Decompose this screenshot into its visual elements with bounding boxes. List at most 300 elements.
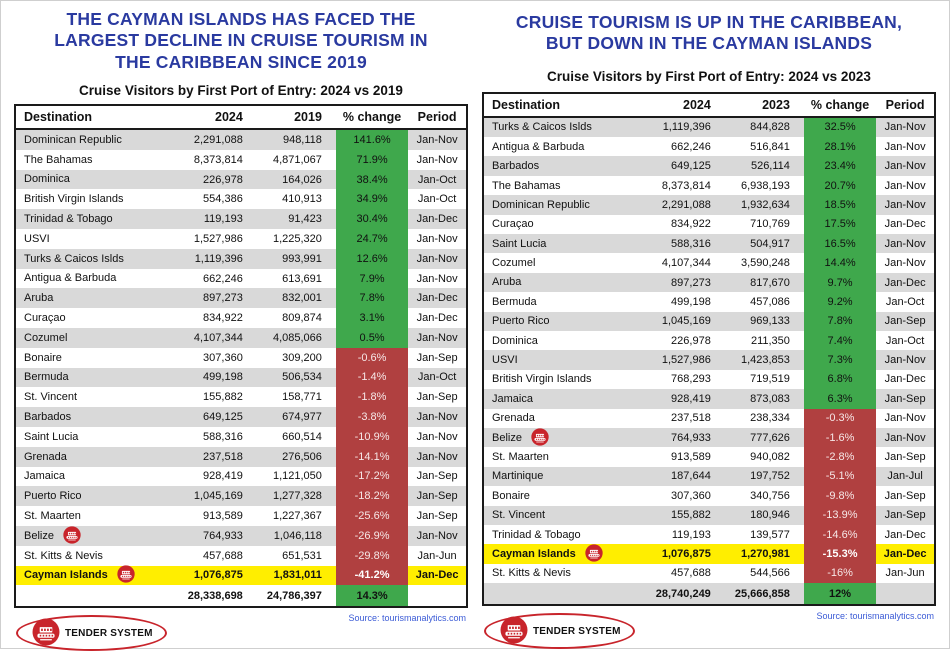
logo-label: TENDER SYSTEM: [533, 625, 621, 637]
value-current-cell: 457,688: [178, 546, 257, 566]
value-previous-cell: 674,977: [257, 407, 336, 427]
destination-label: Puerto Rico: [492, 315, 550, 328]
destination-label: St. Kitts & Nevis: [492, 567, 571, 580]
table-row: [483, 409, 935, 428]
value-current-cell: 226,978: [178, 170, 257, 190]
pct-change-cell: -14.1%: [336, 447, 408, 467]
value-previous-cell: 1,227,367: [257, 506, 336, 526]
destination-cell: [483, 215, 646, 234]
destination-label: Saint Lucia: [24, 430, 79, 443]
destination-label: USVI: [24, 232, 50, 245]
value-current-cell: 649,125: [646, 156, 725, 175]
table-header: [483, 93, 935, 117]
pct-change-cell: 71.9%: [336, 150, 408, 170]
period-cell: Jan-Dec: [876, 273, 935, 292]
value-previous-cell: 211,350: [725, 331, 804, 350]
title-line: CRUISE TOURISM IS UP IN THE CARIBBEAN,: [515, 12, 903, 32]
destination-label: Turks & Caicos Islds: [24, 252, 124, 265]
destination-cell: [483, 506, 646, 525]
pct-change-cell: -15.3%: [804, 544, 876, 563]
value-current-cell: 307,360: [178, 348, 257, 368]
pct-change-cell: -25.6%: [336, 506, 408, 526]
table-row: [15, 269, 467, 289]
period-cell: Jan-Nov: [876, 234, 935, 253]
value-current-cell: 8,373,814: [178, 150, 257, 170]
destination-cell: [15, 229, 178, 249]
value-previous-cell: 1,121,050: [257, 467, 336, 487]
total-pct-change-cell: 12%: [804, 583, 876, 605]
column-header: % change: [336, 105, 408, 129]
destination-label: Cayman Islands: [492, 547, 576, 560]
value-current-cell: 897,273: [178, 288, 257, 308]
destination-cell: [483, 253, 646, 272]
period-cell: Jan-Nov: [876, 253, 935, 272]
pct-change-cell: 12.6%: [336, 249, 408, 269]
table-row: [15, 328, 467, 348]
pct-change-cell: 6.8%: [804, 370, 876, 389]
table-row: [483, 137, 935, 156]
destination-label: St. Vincent: [24, 391, 77, 404]
value-current-cell: 1,527,986: [646, 350, 725, 369]
source-link[interactable]: Source: tourismanalytics.com: [348, 613, 466, 624]
pct-change-cell: 28.1%: [804, 137, 876, 156]
ship-icon: [500, 616, 528, 644]
value-current-cell: 764,933: [646, 428, 725, 447]
destination-cell: [15, 526, 178, 546]
destination-label: Dominica: [492, 334, 538, 347]
value-current-cell: 119,193: [646, 525, 725, 544]
destination-cell: [15, 387, 178, 407]
pct-change-cell: 16.5%: [804, 234, 876, 253]
destination-cell: [483, 234, 646, 253]
value-previous-cell: 4,871,067: [257, 150, 336, 170]
value-previous-cell: 844,828: [725, 117, 804, 137]
column-header: 2023: [725, 93, 804, 117]
column-header: Destination: [483, 93, 646, 117]
table-row: [483, 117, 935, 137]
value-current-cell: 913,589: [646, 447, 725, 466]
period-cell: Jan-Dec: [876, 215, 935, 234]
table-footer: [483, 583, 935, 605]
destination-cell: [483, 176, 646, 195]
table-row: [483, 506, 935, 525]
value-current-cell: 1,045,169: [178, 486, 257, 506]
destination-cell: [483, 544, 646, 563]
pct-change-cell: -13.9%: [804, 506, 876, 525]
period-cell: Jan-Sep: [408, 387, 467, 407]
panel-title: [482, 12, 936, 55]
value-previous-cell: 1,423,853: [725, 350, 804, 369]
destination-label: Antigua & Barbuda: [24, 272, 117, 285]
destination-cell: [483, 409, 646, 428]
pct-change-cell: 7.9%: [336, 269, 408, 289]
value-current-cell: 226,978: [646, 331, 725, 350]
value-current-cell: 913,589: [178, 506, 257, 526]
table-body: [483, 117, 935, 583]
period-cell: Jan-Sep: [408, 467, 467, 487]
pct-change-cell: -5.1%: [804, 467, 876, 486]
value-current-cell: 588,316: [646, 234, 725, 253]
value-previous-cell: 544,566: [725, 564, 804, 583]
destination-cell: [15, 566, 178, 586]
table-row: [483, 234, 935, 253]
table-body: [15, 129, 467, 585]
destination-cell: [15, 546, 178, 566]
value-previous-cell: 91,423: [257, 209, 336, 229]
value-previous-cell: 940,082: [725, 447, 804, 466]
period-cell: Jan-Oct: [408, 170, 467, 190]
table-row: [483, 389, 935, 408]
period-cell: Jan-Sep: [876, 389, 935, 408]
destination-label: Trinidad & Tobago: [24, 213, 113, 226]
value-current-cell: 8,373,814: [646, 176, 725, 195]
value-previous-cell: 817,670: [725, 273, 804, 292]
value-previous-cell: 309,200: [257, 348, 336, 368]
table-row: [483, 350, 935, 369]
column-header: Period: [408, 105, 467, 129]
destination-cell: [483, 312, 646, 331]
value-current-cell: 1,045,169: [646, 312, 725, 331]
period-cell: Jan-Dec: [408, 209, 467, 229]
panel-subtitle: Cruise Visitors by First Port of Entry: 2024 vs 2019: [79, 83, 403, 99]
value-previous-cell: 710,769: [725, 215, 804, 234]
table-row: [483, 428, 935, 447]
value-current-cell: 2,291,088: [646, 195, 725, 214]
value-current-cell: 834,922: [178, 308, 257, 328]
pct-change-cell: 7.3%: [804, 350, 876, 369]
period-cell: Jan-Oct: [408, 368, 467, 388]
pct-change-cell: 32.5%: [804, 117, 876, 137]
table-row: [483, 176, 935, 195]
pct-change-cell: -1.6%: [804, 428, 876, 447]
value-previous-cell: 873,083: [725, 389, 804, 408]
destination-cell: [483, 564, 646, 583]
panel-footer: [14, 610, 468, 644]
pct-change-cell: 7.8%: [336, 288, 408, 308]
pct-change-cell: 20.7%: [804, 176, 876, 195]
destination-label: Cayman Islands: [24, 569, 108, 582]
column-header: 2019: [257, 105, 336, 129]
destination-label: Jamaica: [492, 392, 533, 405]
table-row: [483, 370, 935, 389]
period-cell: Jan-Dec: [876, 544, 935, 563]
pct-change-cell: -9.8%: [804, 486, 876, 505]
table-footer: [15, 585, 467, 607]
value-previous-cell: 777,626: [725, 428, 804, 447]
period-cell: Jan-Sep: [876, 312, 935, 331]
destination-label: Grenada: [24, 450, 67, 463]
period-cell: Jan-Nov: [876, 176, 935, 195]
title-line: THE CAYMAN ISLANDS HAS FACED THE: [66, 9, 416, 29]
destination-cell: [15, 129, 178, 150]
source-link[interactable]: Source: tourismanalytics.com: [816, 611, 934, 622]
value-current-cell: 457,688: [646, 564, 725, 583]
destination-label: Bermuda: [24, 371, 69, 384]
destination-cell: [483, 350, 646, 369]
value-current-cell: 928,419: [646, 389, 725, 408]
destination-label: St. Maarten: [492, 451, 549, 464]
destination-label: Aruba: [492, 276, 522, 289]
value-previous-cell: 1,270,981: [725, 544, 804, 563]
ship-icon: [63, 526, 81, 544]
destination-label: St. Vincent: [492, 509, 545, 522]
period-cell: Jan-Sep: [876, 486, 935, 505]
period-cell: Jan-Sep: [876, 447, 935, 466]
value-current-cell: 834,922: [646, 215, 725, 234]
ship-icon: [491, 618, 528, 644]
table-header: [15, 105, 467, 129]
total-period-cell: [408, 585, 467, 607]
pct-change-cell: 17.5%: [804, 215, 876, 234]
value-previous-cell: 164,026: [257, 170, 336, 190]
period-cell: Jan-Oct: [876, 331, 935, 350]
value-previous-cell: 6,938,193: [725, 176, 804, 195]
total-value-current-cell: 28,740,249: [646, 583, 725, 605]
period-cell: Jan-Nov: [876, 156, 935, 175]
value-current-cell: 662,246: [178, 269, 257, 289]
value-current-cell: 187,644: [646, 467, 725, 486]
total-row: [15, 585, 467, 607]
destination-label: Cozumel: [492, 257, 536, 270]
table-row: [483, 544, 935, 563]
value-previous-cell: 1,932,634: [725, 195, 804, 214]
total-value-previous-cell: 24,786,397: [257, 585, 336, 607]
table-row: [15, 467, 467, 487]
destination-cell: [15, 328, 178, 348]
panel: [7, 5, 475, 644]
panel-subtitle: Cruise Visitors by First Port of Entry: 2024 vs 2023: [547, 68, 871, 84]
table-row: [15, 209, 467, 229]
destination-label: Curaçao: [492, 218, 534, 231]
destination-label: Belize: [492, 431, 522, 444]
period-cell: Jan-Nov: [876, 428, 935, 447]
destination-cell: [483, 428, 646, 447]
pct-change-cell: 9.2%: [804, 292, 876, 311]
table-row: [15, 229, 467, 249]
value-previous-cell: 613,691: [257, 269, 336, 289]
value-previous-cell: 1,831,011: [257, 566, 336, 586]
value-previous-cell: 660,514: [257, 427, 336, 447]
period-cell: Jan-Nov: [876, 195, 935, 214]
title-line: BUT DOWN IN THE CAYMAN ISLANDS: [545, 33, 873, 54]
total-pct-change-cell: 14.3%: [336, 585, 408, 607]
table-row: [483, 331, 935, 350]
pct-change-cell: 30.4%: [336, 209, 408, 229]
destination-label: Cozumel: [24, 331, 68, 344]
table-row: [15, 546, 467, 566]
value-current-cell: 499,198: [178, 368, 257, 388]
destination-label: Bermuda: [492, 295, 537, 308]
destination-cell: [483, 447, 646, 466]
pct-change-cell: -3.8%: [336, 407, 408, 427]
destination-label: Dominica: [24, 173, 70, 186]
pct-change-cell: -17.2%: [336, 467, 408, 487]
table-row: [15, 288, 467, 308]
value-current-cell: 764,933: [178, 526, 257, 546]
period-cell: Jan-Oct: [876, 292, 935, 311]
value-current-cell: 237,518: [646, 409, 725, 428]
table-row: [15, 249, 467, 269]
value-current-cell: 2,291,088: [178, 129, 257, 150]
table-row: [483, 467, 935, 486]
panel-footer: [482, 608, 936, 644]
destination-label: Dominican Republic: [24, 133, 122, 146]
period-cell: Jan-Nov: [876, 409, 935, 428]
pct-change-cell: 24.7%: [336, 229, 408, 249]
total-value-previous-cell: 25,666,858: [725, 583, 804, 605]
value-previous-cell: 993,991: [257, 249, 336, 269]
value-previous-cell: 410,913: [257, 189, 336, 209]
destination-cell: [15, 486, 178, 506]
table-row: [15, 348, 467, 368]
cruise-visitors-table: [482, 92, 936, 606]
destination-cell: [483, 156, 646, 175]
period-cell: Jan-Dec: [408, 288, 467, 308]
destination-label: Puerto Rico: [24, 490, 82, 503]
value-previous-cell: 1,046,118: [257, 526, 336, 546]
destination-cell: [15, 427, 178, 447]
pct-change-cell: -10.9%: [336, 427, 408, 447]
value-current-cell: 307,360: [646, 486, 725, 505]
table-row: [483, 215, 935, 234]
pct-change-cell: 34.9%: [336, 189, 408, 209]
value-current-cell: 662,246: [646, 137, 725, 156]
value-previous-cell: 139,577: [725, 525, 804, 544]
destination-label: Barbados: [24, 411, 72, 424]
table-row: [15, 150, 467, 170]
destination-cell: [483, 370, 646, 389]
value-previous-cell: 969,133: [725, 312, 804, 331]
value-previous-cell: 4,085,066: [257, 328, 336, 348]
value-current-cell: 4,107,344: [178, 328, 257, 348]
column-header: 2024: [178, 105, 257, 129]
destination-cell: [483, 292, 646, 311]
destination-cell: [15, 348, 178, 368]
destination-label: Bonaire: [24, 351, 62, 364]
value-previous-cell: 180,946: [725, 506, 804, 525]
logo-label: TENDER SYSTEM: [65, 627, 153, 639]
destination-label: Aruba: [24, 292, 54, 305]
pct-change-cell: 3.1%: [336, 308, 408, 328]
value-current-cell: 4,107,344: [646, 253, 725, 272]
destination-label: The Bahamas: [24, 153, 93, 166]
destination-label: Trinidad & Tobago: [492, 528, 581, 541]
table-row: [483, 253, 935, 272]
destination-cell: [15, 170, 178, 190]
destination-cell: [483, 525, 646, 544]
value-current-cell: 1,119,396: [178, 249, 257, 269]
destination-cell: [15, 150, 178, 170]
ship-icon: [32, 618, 60, 646]
ship-icon: [23, 620, 60, 646]
tender-system-logo: [484, 613, 635, 649]
destination-cell: [15, 368, 178, 388]
table-row: [15, 526, 467, 546]
panel-title: [14, 9, 468, 73]
table-row: [483, 486, 935, 505]
period-cell: Jan-Jul: [876, 467, 935, 486]
value-current-cell: 119,193: [178, 209, 257, 229]
value-previous-cell: 340,756: [725, 486, 804, 505]
panel: [475, 5, 943, 644]
value-previous-cell: 506,534: [257, 368, 336, 388]
pct-change-cell: 23.4%: [804, 156, 876, 175]
period-cell: Jan-Nov: [876, 117, 935, 137]
period-cell: Jan-Nov: [408, 526, 467, 546]
pct-change-cell: -16%: [804, 564, 876, 583]
period-cell: Jan-Oct: [408, 189, 467, 209]
period-cell: Jan-Dec: [876, 525, 935, 544]
total-destination-cell: [15, 585, 178, 607]
value-previous-cell: 238,334: [725, 409, 804, 428]
destination-cell: [15, 308, 178, 328]
value-current-cell: 1,119,396: [646, 117, 725, 137]
period-cell: Jan-Sep: [408, 506, 467, 526]
destination-label: Bonaire: [492, 489, 530, 502]
value-current-cell: 1,076,875: [178, 566, 257, 586]
title-line: LARGEST DECLINE IN CRUISE TOURISM IN: [54, 30, 428, 51]
value-current-cell: 1,527,986: [178, 229, 257, 249]
period-cell: Jan-Nov: [408, 229, 467, 249]
pct-change-cell: -2.8%: [804, 447, 876, 466]
period-cell: Jan-Nov: [876, 350, 935, 369]
table-row: [483, 312, 935, 331]
header-row: [15, 105, 467, 129]
destination-label: British Virgin Islands: [492, 373, 592, 386]
period-cell: Jan-Nov: [408, 249, 467, 269]
pct-change-cell: 38.4%: [336, 170, 408, 190]
pct-change-cell: -29.8%: [336, 546, 408, 566]
destination-label: Belize: [24, 529, 54, 542]
table-row: [15, 407, 467, 427]
period-cell: Jan-Nov: [408, 407, 467, 427]
destination-cell: [483, 273, 646, 292]
destination-label: St. Kitts & Nevis: [24, 549, 103, 562]
destination-cell: [483, 486, 646, 505]
table-row: [15, 189, 467, 209]
period-cell: Jan-Nov: [408, 129, 467, 150]
value-current-cell: 554,386: [178, 189, 257, 209]
value-previous-cell: 1,225,320: [257, 229, 336, 249]
destination-cell: [15, 447, 178, 467]
table-row: [15, 566, 467, 586]
table-row: [483, 195, 935, 214]
cruise-visitors-table: [14, 104, 468, 608]
period-cell: Jan-Sep: [408, 348, 467, 368]
period-cell: Jan-Jun: [876, 564, 935, 583]
value-current-cell: 1,076,875: [646, 544, 725, 563]
table-row: [15, 447, 467, 467]
destination-cell: [483, 467, 646, 486]
destination-cell: [15, 209, 178, 229]
title-line: THE CARIBBEAN SINCE 2019: [115, 51, 367, 72]
column-header: Destination: [15, 105, 178, 129]
tender-system-logo: [16, 615, 167, 651]
table-row: [483, 564, 935, 583]
value-previous-cell: 457,086: [725, 292, 804, 311]
pct-change-cell: 141.6%: [336, 129, 408, 150]
destination-cell: [483, 137, 646, 156]
period-cell: Jan-Nov: [408, 447, 467, 467]
value-previous-cell: 651,531: [257, 546, 336, 566]
period-cell: Jan-Nov: [408, 269, 467, 289]
table-row: [15, 129, 467, 150]
period-cell: Jan-Dec: [876, 370, 935, 389]
header-row: [483, 93, 935, 117]
period-cell: Jan-Nov: [408, 150, 467, 170]
total-row: [483, 583, 935, 605]
destination-cell: [15, 467, 178, 487]
